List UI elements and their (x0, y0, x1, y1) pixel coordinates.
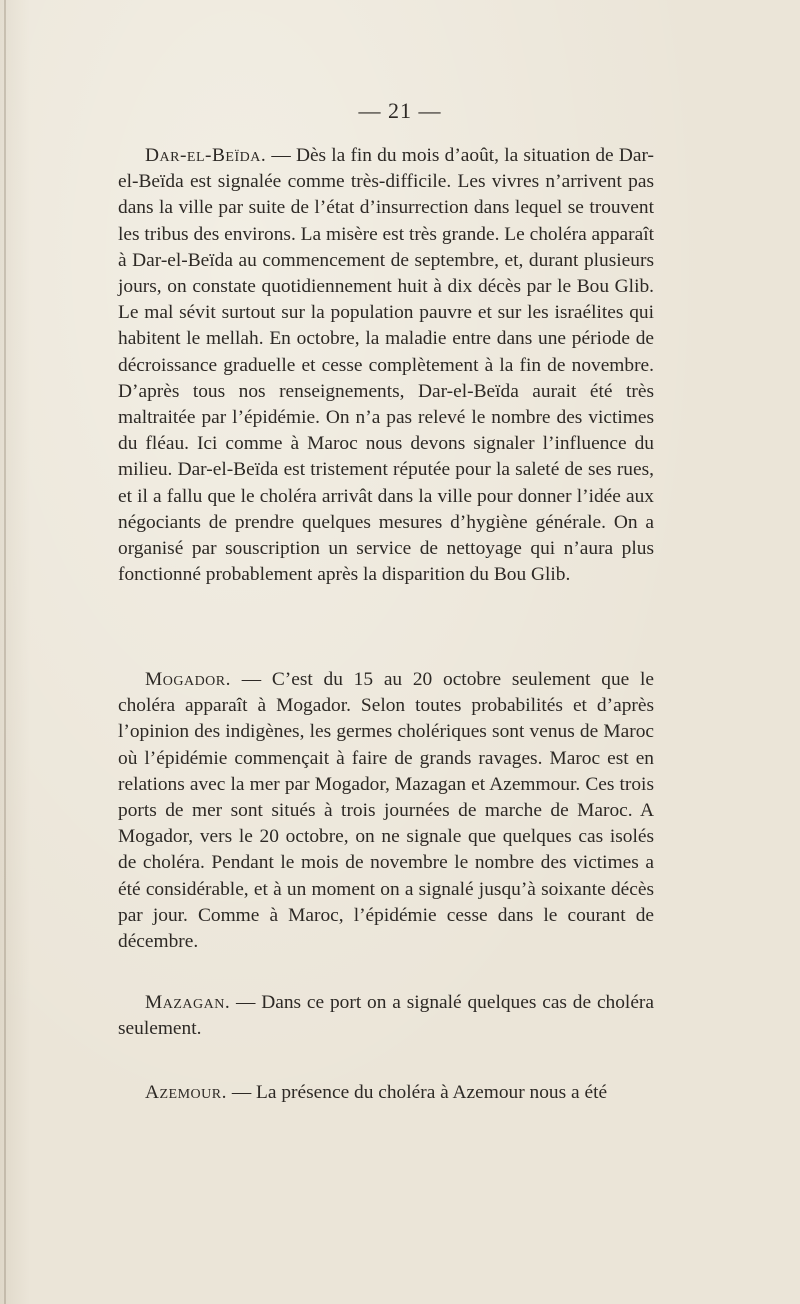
paragraph-text: — La présence du choléra à Azemour nous a été (226, 1082, 608, 1103)
paragraph-dar-el-beida (118, 143, 654, 588)
paragraph-mogador (118, 667, 654, 955)
paragraph-text: — Dès la fin du mois d’août, la situation de Dar-el-Beïda est signalée comme très-difficile. Les vivres n’arrivent pas dans la ville par suite de l’état d’insurrection dans lequel se trouvent les tribus des environs. La misère est très grande. Le choléra apparaît à Dar-el-Beïda au commencement de septembre, et, durant plusieurs jours, on constate quotidiennement huit à dix décès par le Bou Glib. Le mal sévit surtout sur la population pauvre et sur les israélites qui habitent le mellah. En octobre, la maladie entre dans une période de décroissance graduelle et cesse complètement à la fin de novembre. D’après tous nos renseignements, Dar-el-Beïda aurait été très maltraitée par l’épidémie. On n’a pas relevé le nombre des victimes du fléau. Ici comme à Maroc nous devons signaler l’influence du milieu. Dar-el-Beïda est tristement réputée pour la saleté de ses rues, et il a fallu que le choléra arrivât dans la ville pour donner l’idée aux négociants de prendre quelques mesures d’hygiène générale. On a organisé par souscription un service de nettoyage qui n’aura plus fonctionné probablement après la disparition du Bou Glib. (118, 145, 654, 586)
paragraph-azemour (118, 1080, 654, 1106)
section-heading: Azemour. (145, 1082, 227, 1103)
paragraph-mazagan (118, 990, 654, 1042)
page-number: — 21 — (358, 98, 442, 123)
section-heading: Dar-el-Beïda. (145, 145, 267, 166)
section-heading: Mogador. (145, 669, 231, 690)
paragraph-text: — Dans ce port on a signalé quelques cas de choléra seulement. (118, 992, 654, 1040)
paragraph-text: — C’est du 15 au 20 octobre seulement que le choléra apparaît à Mogador. Selon toutes probabilités et d’après l’opinion des indigènes, les germes cholériques sont venus de Maroc où l’épidémie commençait à faire de grands ravages. Maroc est en relations avec la mer par Mogador, Mazagan et Azemmour. Ces trois ports de mer sont situés à trois journées de marche de Maroc. A Mogador, vers le 20 octobre, on ne signale que quelques cas isolés de choléra. Pendant le mois de novembre le nombre des victimes a été considérable, et à un moment on a signalé jusqu’à soixante décès par jour. Comme à Maroc, l’épidémie cesse dans le courant de décembre. (118, 669, 654, 953)
page-gutter-edge (4, 0, 6, 1304)
section-heading: Mazagan. (145, 992, 231, 1013)
